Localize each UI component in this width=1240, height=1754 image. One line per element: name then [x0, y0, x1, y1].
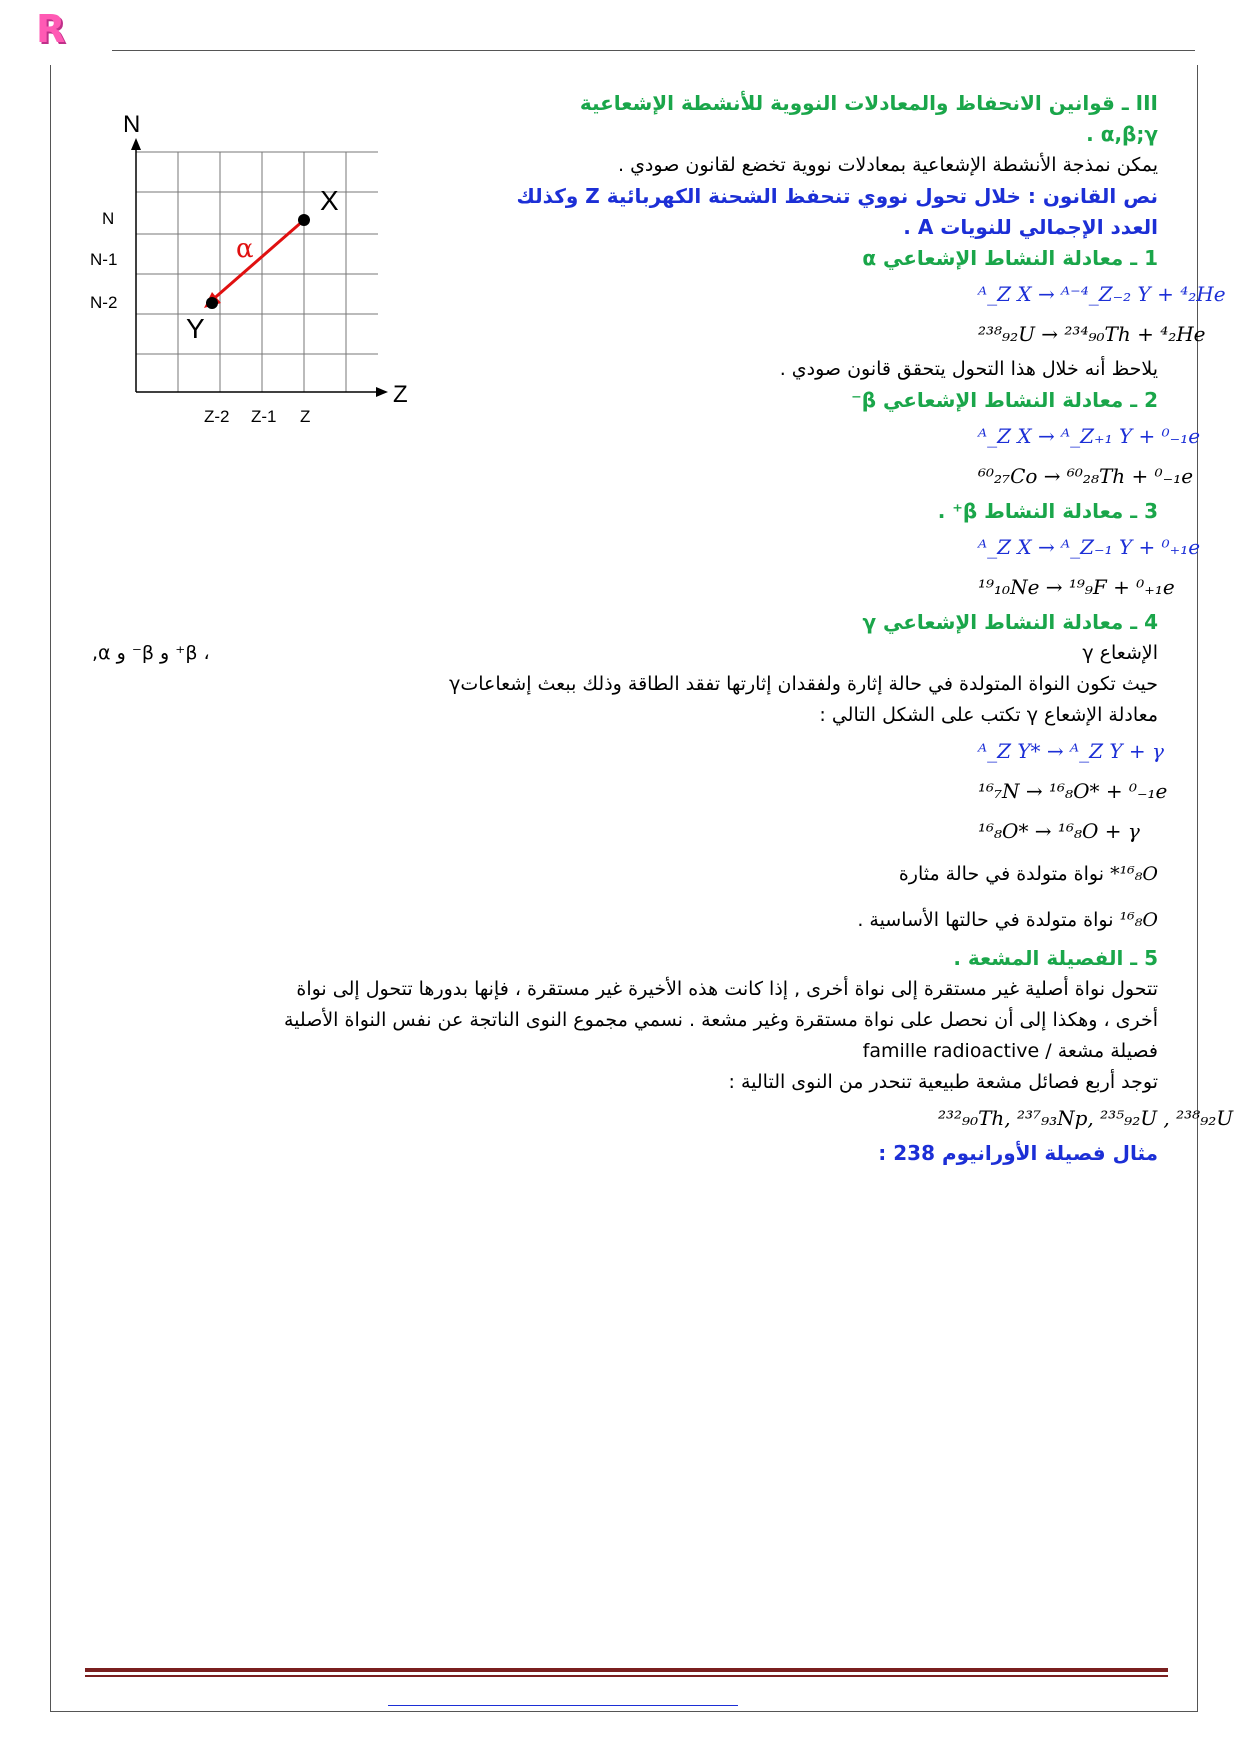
- excited-symbol: ¹⁶₈O*: [1110, 863, 1158, 885]
- gamma-equation-2: ¹⁶₈O* → ¹⁶₈O + γ: [978, 819, 1140, 843]
- header-rule: [112, 50, 1195, 51]
- footer-rule-thin: [85, 1675, 1168, 1677]
- logo: R: [36, 7, 66, 51]
- footer-link-underline: [388, 1705, 738, 1706]
- parent-label: X: [320, 185, 339, 216]
- document-body: [92, 88, 1234, 1169]
- beta-minus-title: 2 ـ معادلة النشاط الإشعاعي β⁻: [851, 388, 1158, 412]
- alpha-label: α: [236, 234, 254, 264]
- gamma-title: 4 ـ معادلة النشاط الإشعاعي γ: [862, 610, 1158, 634]
- x-tick-z: Z: [300, 407, 311, 426]
- footer-rule-thick: [85, 1668, 1168, 1672]
- law-statement-cont: العدد الإجمالي للنويات A .: [903, 215, 1158, 239]
- beta-minus-example-equation: ⁶⁰₂₇Co → ⁶⁰₂₈Th + ⁰₋₁e: [978, 464, 1194, 488]
- alpha-title: 1 ـ معادلة النشاط الإشعاعي α: [862, 246, 1158, 270]
- section-heading: III ـ قوانين الانحفاظ والمعادلات النووية للأنشطة الإشعاعية: [579, 91, 1158, 115]
- gamma-line-1-left: ، β⁺ و β⁻ و α,: [92, 642, 210, 664]
- y-tick-n-2: N-2: [90, 293, 118, 312]
- gamma-line-2: حيث تكون النواة المتولدة في حالة إثارة ولفقدان إثارتها تفقد الطاقة وذلك ببعث إشعاعاتγ: [449, 673, 1158, 695]
- daughter-label: Y: [186, 313, 205, 344]
- family-para-4: توجد أربع فصائل مشعة طبيعية تنحدر من النوى التالية :: [728, 1071, 1158, 1093]
- law-statement: نص القانون : خلال تحول نووي تنحفظ الشحنة الكهربائية Z وكذلك: [516, 184, 1158, 208]
- excited-nucleus-line: [92, 851, 1158, 897]
- ground-nucleus-line: [92, 897, 1158, 943]
- excited-label: نواة متولدة في حالة مثارة: [898, 863, 1105, 885]
- family-para-2: أخرى ، وهكذا إلى أن نحصل على نواة مستقرة وغير مشعة . نسمي مجموع النوى الناتجة عن نفس النواة الأصلية: [284, 1009, 1158, 1031]
- ground-symbol: ¹⁶₈O: [1119, 909, 1158, 931]
- gamma-equation-1: ¹⁶₇N → ¹⁶₈O* + ⁰₋₁e: [978, 779, 1168, 803]
- gamma-line-3: معادلة الإشعاع γ تكتب على الشكل التالي :: [819, 704, 1158, 726]
- beta-plus-title: 3 ـ معادلة النشاط β⁺ .: [937, 499, 1158, 523]
- family-nuclei: ²³²₉₀Th, ²³⁷₉₃Np, ²³⁵₉₂U , ²³⁸₉₂U: [938, 1106, 1234, 1130]
- x-tick-z-2: Z-2: [204, 407, 230, 426]
- y-tick-n-1: N-1: [90, 250, 118, 269]
- beta-minus-general-equation: ᴬ_Z X → ᴬ_Z₊₁ Y + ⁰₋₁e: [978, 424, 1201, 448]
- beta-plus-general-equation: ᴬ_Z X → ᴬ_Z₋₁ Y + ⁰₊₁e: [978, 535, 1201, 559]
- beta-plus-example-equation: ¹⁹₁₀Ne → ¹⁹₉F + ⁰₊₁e: [978, 575, 1175, 599]
- alpha-example-equation: ²³⁸₉₂U → ²³⁴₉₀Th + ⁴₂He: [978, 322, 1206, 346]
- family-para-1: تتحول نواة أصلية غير مستقرة إلى نواة أخرى , إذا كانت هذه الأخيرة غير مستقرة ، فإنها بدورها تتحول إلى نواة: [296, 978, 1158, 1000]
- z-axis-label: Z: [393, 381, 408, 408]
- uranium-example-title: مثال فصيلة الأورانيوم 238 :: [878, 1141, 1158, 1165]
- alpha-general-equation: ᴬ_Z X → ᴬ⁻⁴_Z₋₂ Y + ⁴₂He: [978, 282, 1226, 306]
- alpha-note: يلاحظ أنه خلال هذا التحول يتحقق قانون صودي .: [779, 358, 1158, 380]
- family-para-3: فصيلة مشعة / famille radioactive: [862, 1040, 1158, 1062]
- y-tick-n: N: [102, 209, 115, 228]
- x-tick-z-1: Z-1: [251, 407, 277, 426]
- ground-label: نواة متولدة في حالتها الأساسية .: [857, 909, 1114, 931]
- family-title: 5 ـ الفصيلة المشعة .: [953, 946, 1158, 970]
- gamma-general-equation: ᴬ_Z Y* → ᴬ_Z Y + γ: [978, 739, 1164, 763]
- intro-text: يمكن نمذجة الأنشطة الإشعاعية بمعادلات نووية تخضع لقانون صودي .: [617, 154, 1158, 176]
- section-heading-cont: α,β;γ .: [1086, 122, 1158, 146]
- n-axis-label: N: [123, 111, 141, 138]
- gamma-line-1: [92, 638, 1158, 669]
- gamma-line-1-right: الإشعاع γ: [1082, 642, 1158, 664]
